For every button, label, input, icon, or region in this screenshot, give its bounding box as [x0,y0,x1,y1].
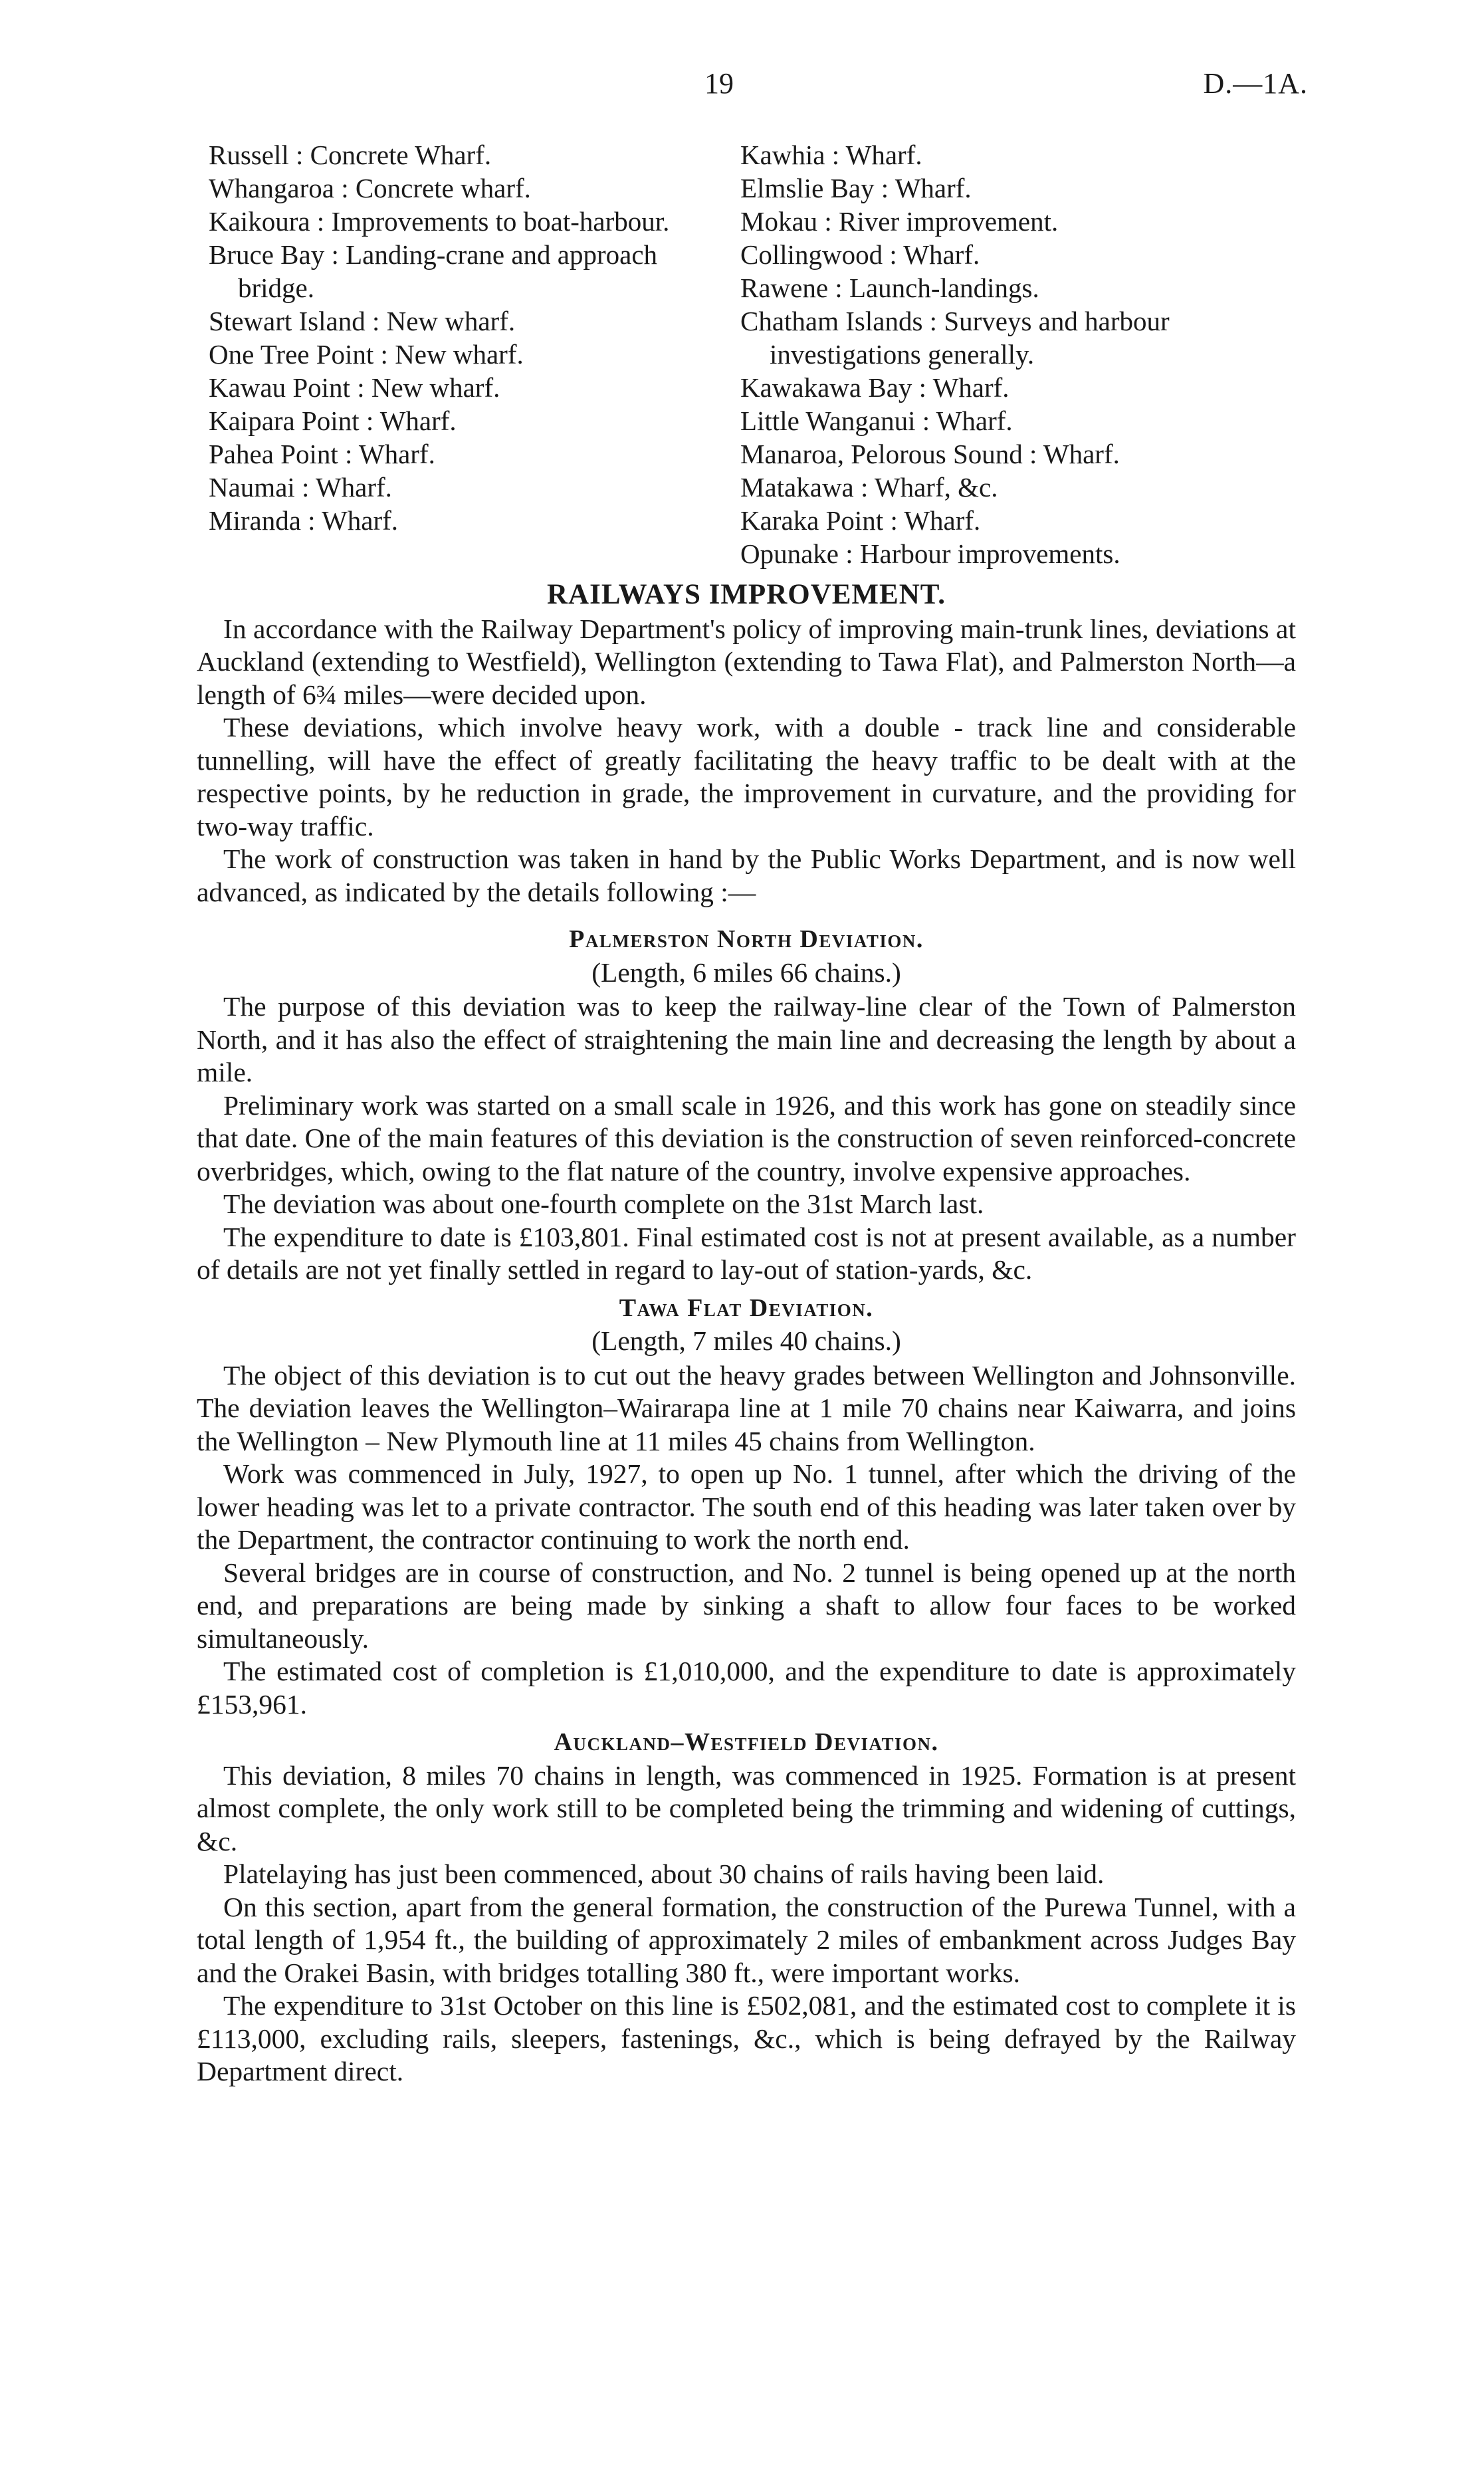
paragraph: The expenditure to 31st October on this line is £502,081, and the estimated cost to complete it is £113,000, excluding rails, sleepers, fastenings, &c., which is being defrayed by the Railway Department direct. [197,1990,1296,2086]
paragraph: Preliminary work was started on a small scale in 1926, and this work has gone on steadily since that date. One of the main features of this deviation is the construction of seven reinforced-concrete overbridges, which, owing to the flat nature of the country, involve expensive approaches. [197,1089,1296,1186]
paragraph: The work of construction was taken in hand by the Public Works Department, and is now well advanced, as indicated by the details following :— [197,843,1296,907]
page-header [0,66,1484,106]
list-item: Opunake : Harbour improvements. [740,538,1120,569]
list-item: Rawene : Launch-landings. [740,273,1039,303]
list-item: Chatham Islands : Surveys and harbour investigations generally. [740,306,1170,370]
list-item: Little Wanganui : Wharf. [740,405,1013,436]
list-item: Pahea Point : Wharf. [209,439,435,469]
paragraph: The purpose of this deviation was to keep the railway-line clear of the Town of Palmerston North, and it has also the effect of straightening the main line and decreasing the length by about a mile. [197,991,1296,1087]
paragraph: This deviation, 8 miles 70 chains in length, was commenced in 1925. Formation is at present almost complete, the only work still to be completed being the trimming and widening of cuttings, &c. [197,1759,1296,1856]
list-item: Kawakawa Bay : Wharf. [740,372,1009,403]
list-item: One Tree Point : New wharf. [209,339,524,370]
list-item: Stewart Island : New wharf. [209,306,516,336]
palmerston-heading: Palmerston North Deviation. [569,925,924,953]
list-item: Naumai : Wharf. [209,472,392,503]
works-list-right-column [740,138,1305,570]
tawa-length: (Length, 7 miles 40 chains.) [591,1325,901,1356]
tawa-heading: Tawa Flat Deviation. [619,1293,874,1322]
paragraph: In accordance with the Railway Department's policy of improving main-trunk lines, deviations at Auckland (extending to Westfield), Wellington (extending to Tawa Flat), and Palmerston North—a length of 6¾ miles—were decided upon. [197,613,1296,710]
list-item: Kawhia : Wharf. [740,140,922,170]
page-number: 19 [704,67,734,100]
works-list-left-column [209,138,714,537]
list-item: Manaroa, Pelorous Sound : Wharf. [740,439,1120,469]
list-item: Mokau : River improvement. [740,206,1059,237]
list-item: Russell : Concrete Wharf. [209,140,492,170]
list-item: Elmslie Bay : Wharf. [740,173,972,203]
paragraph: The deviation was about one-fourth complete on the 31st March last. [223,1188,984,1219]
list-item: Bruce Bay : Landing-crane and approach bridge. [209,239,658,303]
paragraph: The expenditure to date is £103,801. Final estimated cost is not at present available, as a number of details are not yet finally settled in regard to lay-out of station-yards, &c. [197,1221,1296,1285]
railways-heading: RAILWAYS IMPROVEMENT. [546,579,946,610]
palmerston-length: (Length, 6 miles 66 chains.) [591,956,901,988]
list-item: Kaikoura : Improvements to boat-harbour. [209,206,670,237]
list-item: Whangaroa : Concrete wharf. [209,173,531,203]
auckland-heading: Auckland–Westfield Deviation. [554,1728,939,1756]
list-item: Karaka Point : Wharf. [740,505,981,536]
main-text [197,578,1296,2088]
list-item: Matakawa : Wharf, &c. [740,472,998,503]
list-item: Kawau Point : New wharf. [209,372,500,403]
paragraph: The estimated cost of completion is £1,010,000, and the expenditure to date is approximately £153,961. [197,1656,1296,1720]
paragraph: On this section, apart from the general formation, the construction of the Purewa Tunnel, with a total length of 1,954 ft., the building of approximately 2 miles of embankment across Judges Bay and the Orakei Basin, with bridges totalling 380 ft., were important works. [197,1891,1296,1988]
paragraph: Platelaying has just been commenced, about 30 chains of rails having been laid. [223,1858,1105,1889]
works-list [209,138,1305,577]
document-reference: D.—1A. [1203,67,1308,100]
list-item: Miranda : Wharf. [209,505,398,536]
list-item: Kaipara Point : Wharf. [209,405,457,436]
paragraph: These deviations, which involve heavy work, with a double - track line and considerable tunnelling, will have the effect of greatly facilitating the heavy traffic to be dealt with at the respective points, by he reduction in grade, the improvement in curvature, and the providing for two-way traffic. [197,712,1296,841]
paragraph: The object of this deviation is to cut out the heavy grades between Wellington and Johnsonville. The deviation leaves the Wellington–Wairarapa line at 1 mile 70 chains near Kaiwarra, and joins the Wellington – New Plymouth line at 11 miles 45 chains from Wellington. [197,1359,1296,1456]
paragraph: Work was commenced in July, 1927, to open up No. 1 tunnel, after which the driving of the lower heading was let to a private contractor. The south end of this heading was later taken over by the Department, the contractor continuing to work the north end. [197,1458,1296,1555]
list-item: Collingwood : Wharf. [740,239,980,270]
paragraph: Several bridges are in course of construction, and No. 2 tunnel is being opened up at the north end, and preparations are being made by sinking a shaft to allow four faces to be worked simultaneously. [197,1557,1296,1654]
